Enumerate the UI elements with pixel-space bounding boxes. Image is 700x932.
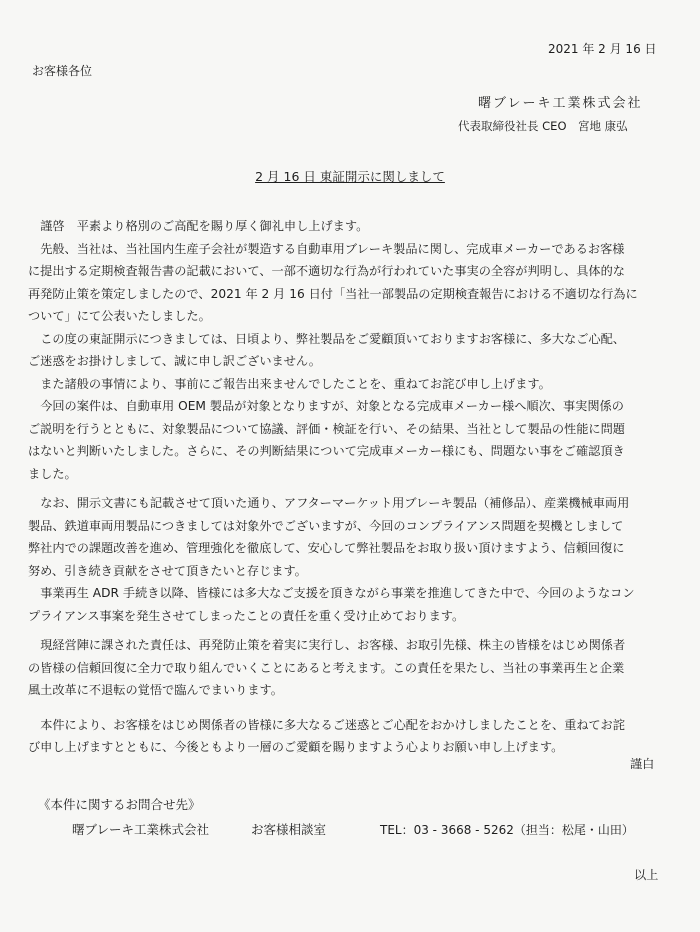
body-line: ました。 [28, 466, 77, 481]
body-line: 努め、引き続き貢献をさせて頂きたいと存じます。 [28, 563, 307, 578]
body-line: 再発防止策を策定しましたので、2021 年 2 月 16 日付「当社一部製品の定期検査報告における不適切な行為に [28, 286, 638, 301]
contact-heading: 《本件に関するお問合せ先》 [38, 797, 201, 812]
body-line: はないと判断いたしました。さらに、その判断結果について完成車メーカー様にも、問題ない事をご確認頂き [28, 444, 625, 458]
letter-title-wrap [0, 167, 700, 185]
body-line: また諸般の事情により、事前にご報告出来ませんでしたことを、重ねてお詫び申し上げます。 [40, 376, 551, 391]
body-line: 謹啓 平素より格別のご高配を賜り厚く御礼申し上げます。 [40, 219, 369, 233]
body-line: 今回の案件は、自動車用 OEM 製品が対象となりますが、対象となる完成車メーカー様へ順次、事実関係の [40, 399, 624, 413]
body-line: 風土改革に不退転の覚悟で臨んでまいります。 [28, 683, 283, 697]
body-line: に提出する定期検査報告書の記載において、一部不適切な行為が行われていた事実の全容が判明し、具体的な [28, 264, 625, 278]
letter-title: 2 月 16 日 東証開示に関しまして [255, 169, 445, 184]
body-line: 弊社内での課題改善を進め、管理強化を徹底して、安心して弊社製品をお取り扱い頂けますよう、信頼回復に [28, 541, 625, 555]
body-line: ご説明を行うとともに、対象製品について協議、評価・検証を行い、その結果、当社として製品の性能に問題 [28, 421, 625, 436]
letter-date: 2021 年 2 月 16 日 [548, 42, 657, 56]
closing-mark: 謹白 [630, 757, 655, 771]
end-mark: 以上 [634, 868, 659, 882]
contact-tel: TEL：03 - 3668 - 5262（担当：松尾・山田） [380, 823, 634, 837]
sender-representative: 代表取締役社長 CEO 宮地 康弘 [458, 119, 628, 133]
body-line: プライアンス事案を発生させてしまったことの責任を重く受け止めております。 [28, 608, 465, 623]
body-line: の皆様の信頼回復に全力で取り組んでいくことにあると考えます。この責任を果たし、当社の事業再生と企業 [28, 660, 625, 675]
contact-company: 曙ブレーキ工業株式会社 [72, 822, 210, 837]
body-line: 製品、鉄道車両用製品につきましては対象外でございますが、今回のコンプライアンス問題を契機としまして [28, 518, 624, 533]
letter-body [28, 215, 676, 759]
body-line: 先般、当社は、当社国内生産子会社が製造する自動車用ブレーキ製品に関し、完成車メーカーであるお客様 [40, 241, 625, 256]
body-line: ついて」にて公表いたしました。 [28, 309, 211, 323]
body-line: なお、開示文書にも記載させて頂いた通り、アフターマーケット用ブレーキ製品（補修品）、産業機械車両用 [40, 496, 630, 510]
recipient-line: お客様各位 [32, 64, 93, 78]
sender-company: 曙ブレーキ工業株式会社 [478, 96, 643, 111]
body-line: 本件により、お客様をはじめ関係者の皆様に多大なるご迷惑とご心配をおかけしましたことを、重ねてお詫 [40, 717, 625, 732]
contact-department: お客様相談室 [251, 822, 327, 837]
contact-line [72, 820, 634, 838]
body-line: 現経営陣に課された責任は、再発防止策を着実に実行し、お客様、お取引先様、株主の皆様をはじめ関係者 [40, 638, 626, 652]
body-line: 事業再生 ADR 手続き以降、皆様には多大なご支援を頂きながら事業を推進してきた中で、今回のようなコン [40, 586, 635, 600]
body-line: び申し上げますとともに、今後ともより一層のご愛顧を賜りますよう心よりお願い申し上げます。 [28, 740, 564, 754]
body-line: この度の東証開示につきましては、日頃より、弊社製品をご愛顧頂いておりますお客様に、多大なご心配、 [40, 331, 625, 346]
body-line: ご迷惑をお掛けしまして、誠に申し訳ございません。 [28, 354, 321, 368]
